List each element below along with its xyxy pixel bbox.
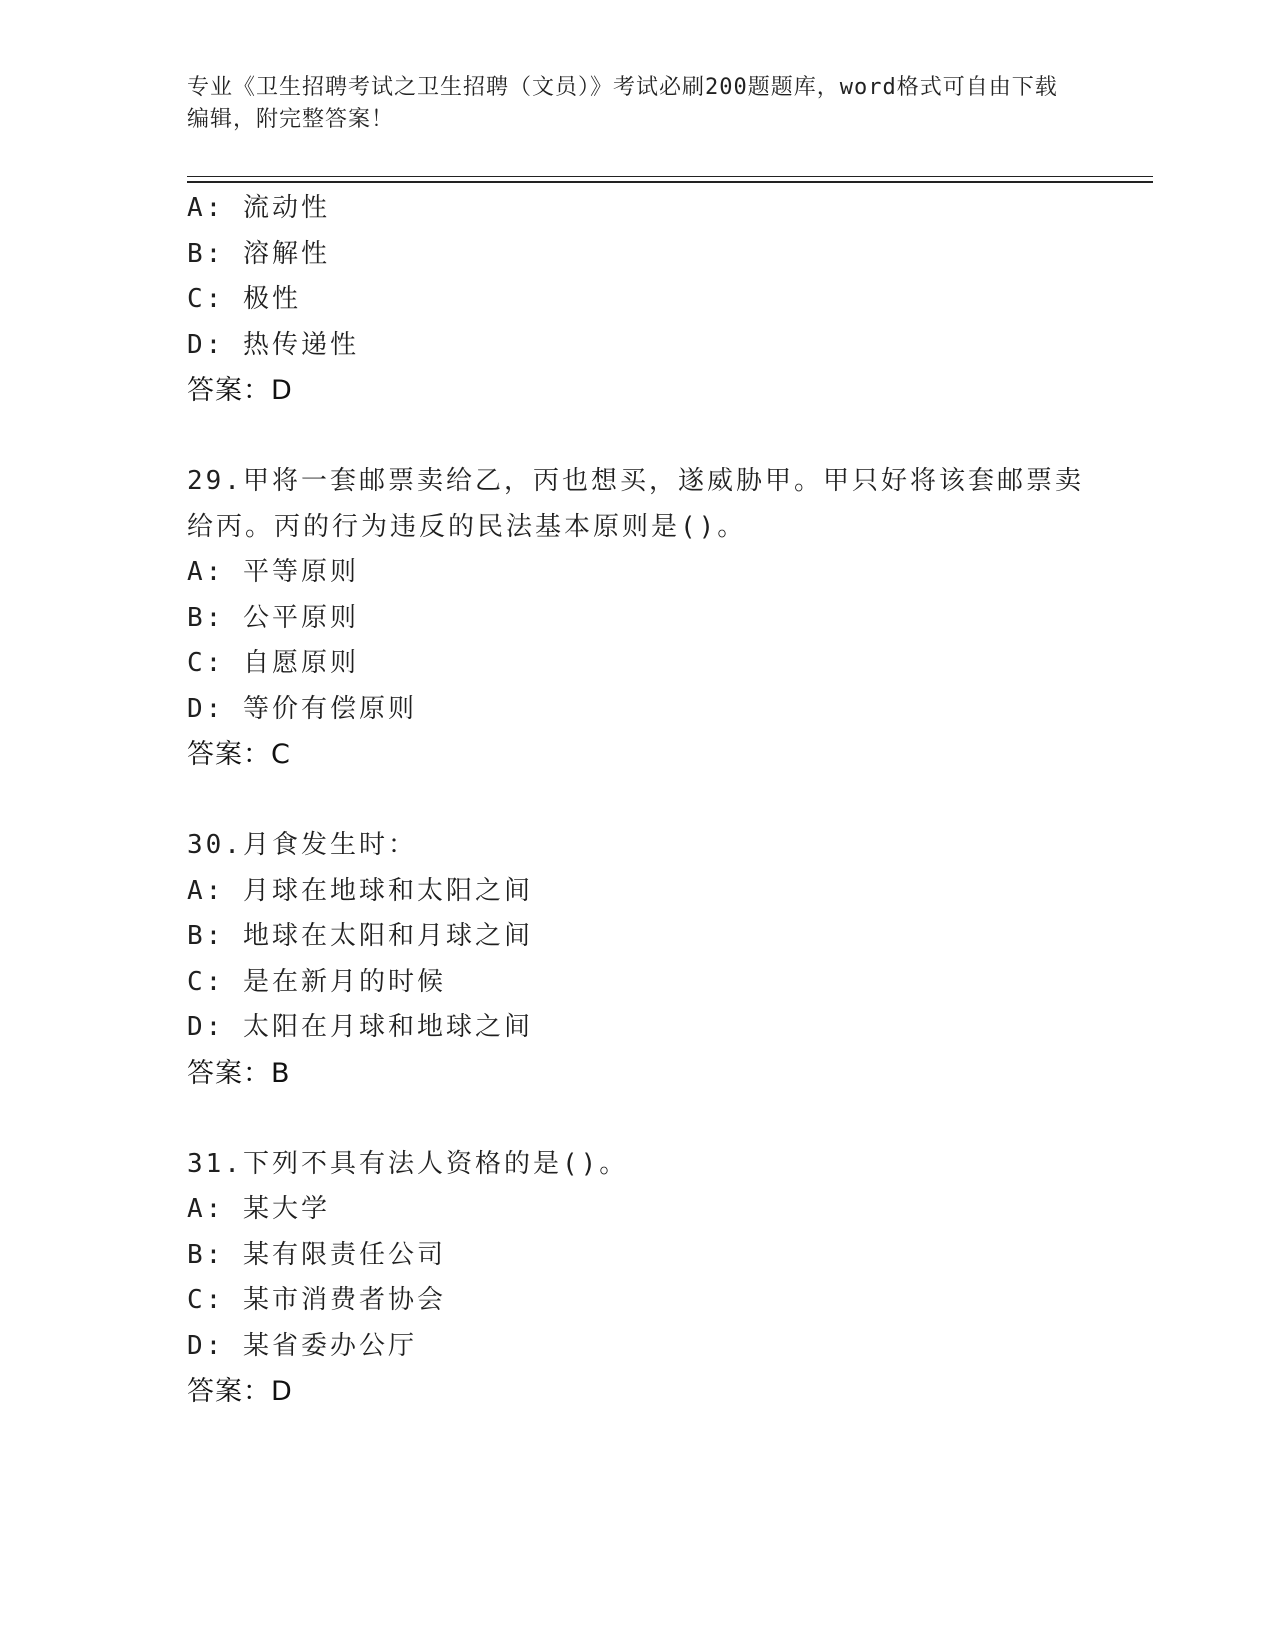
option-c: C: 某市消费者协会 (187, 1285, 446, 1315)
spacer (187, 1096, 1117, 1142)
option-d: D: 等价有偿原则 (187, 693, 417, 724)
option-a: A: 流动性 (187, 193, 330, 223)
question-block-30 (187, 823, 1117, 1096)
document-header: 专业《卫生招聘考试之卫生招聘（文员）》考试必刷200题题库，word格式可自由下载编辑，附完整答案！ (187, 75, 1058, 132)
option-b: B: 某有限责任公司 (187, 1239, 446, 1270)
answer-line: 答案：C (187, 739, 291, 770)
option-c: C: 是在新月的时候 (187, 966, 446, 997)
option-c: C: 自愿原则 (187, 648, 359, 678)
option-d: D: 热传递性 (187, 329, 359, 360)
header-rule-thick (187, 181, 1153, 183)
answer-line: 答案：B (187, 1057, 291, 1089)
question-stem: 29.甲将一套邮票卖给乙，丙也想买，遂威胁甲。甲只好将该套邮票卖给丙。丙的行为违反的民法基本原则是()。 (187, 466, 1084, 542)
question-block-28 (187, 186, 1117, 414)
answer-line: 答案：D (187, 1376, 293, 1407)
option-b: B: 公平原则 (187, 602, 359, 633)
option-a: A: 平等原则 (187, 557, 359, 587)
spacer (187, 414, 1117, 460)
question-stem: 30.月食发生时： (187, 830, 417, 860)
option-d: D: 某省委办公厅 (187, 1330, 417, 1361)
question-stem: 31.下列不具有法人资格的是()。 (187, 1148, 629, 1179)
question-block-29 (187, 459, 1117, 778)
option-b: B: 溶解性 (187, 238, 330, 269)
question-list (187, 186, 1117, 1415)
option-b: B: 地球在太阳和月球之间 (187, 921, 533, 951)
header-rule-thin (187, 176, 1153, 177)
question-block-31 (187, 1142, 1117, 1415)
option-d: D: 太阳在月球和地球之间 (187, 1012, 533, 1042)
option-a: A: 月球在地球和太阳之间 (187, 875, 533, 906)
option-a: A: 某大学 (187, 1194, 330, 1224)
spacer (187, 778, 1117, 824)
answer-line: 答案：D (187, 375, 293, 406)
option-c: C: 极性 (187, 284, 301, 314)
